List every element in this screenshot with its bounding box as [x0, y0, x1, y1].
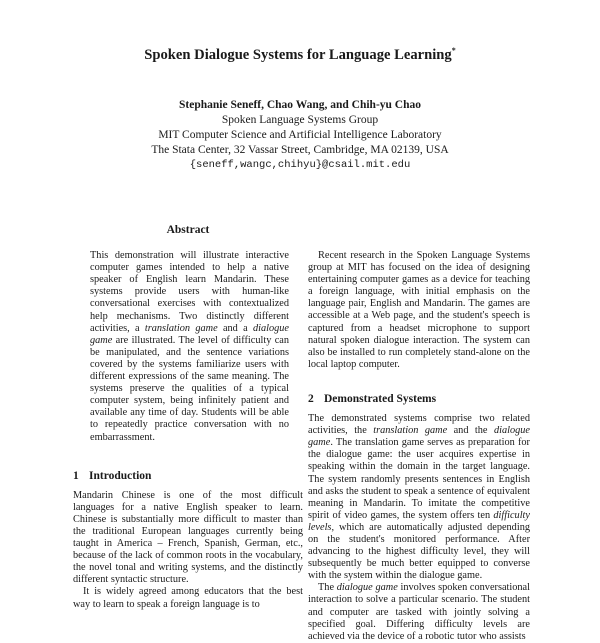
spacer: [73, 444, 303, 470]
abstract-text: [90, 250, 289, 444]
demo-p1-part-d: , which are automatically adjusted depending on the student's monitored performance. After advancing to the highest difficulty level, they will subsequently be much better equipped to converse with the system within the dialogue game.: [308, 521, 530, 582]
intro-paragraph-1: Mandarin Chinese is one of the most difficult languages for a native English speaker to learn. Chinese is substantially more difficult to master than the traditional European languages currently being taught in America – French, Spanish, German, etc., because of the lack of common roots in the vocabulary, the novel tonal and writing systems, and the distinctly different syntactic structure.: [73, 489, 303, 586]
section-title: Demonstrated Systems: [324, 392, 437, 405]
abstract-heading: Abstract: [166, 224, 210, 236]
demo-p1-part-b: and the: [447, 425, 494, 437]
demo-em-dialogue-game-2: dialogue game: [336, 582, 398, 594]
research-paragraph: Recent research in the Spoken Language Systems group at MIT has focused on the idea of designing entertaining computer games as a device for teaching a foreign language, with initial emphasis on the language pair, English and Mandarin. The games are accessible at a Web page, and the student's speech is captured from a headset microphone to support natural spoken dialogue interaction. The system can also be installed to run completely stand-alone on the local laptop computer.: [308, 250, 530, 370]
title-footnote-mark: *: [451, 46, 456, 55]
demo-em-dialogue-game: dialogue game: [308, 425, 530, 449]
spacer: [308, 405, 530, 413]
intro-paragraph-2: It is widely agreed among educators that the best way to learn to speak a foreign language is to: [73, 586, 303, 610]
spacer: [73, 482, 303, 490]
demo-p2-part-b: involves spoken conversational interaction to solve a particular scenario. The student and computer are tasked with jointly solving a specified goal. Differing difficulty levels are achieved via the device of a robotic tutor who assists: [308, 582, 530, 642]
spacer: [308, 371, 530, 393]
author-lab: MIT Computer Science and Artificial Intelligence Laboratory: [158, 129, 442, 141]
section-number: 1: [73, 469, 79, 482]
author-block: [0, 98, 600, 173]
paper-title: [0, 46, 600, 64]
abstract-em-translation-game: translation game: [144, 322, 218, 334]
demo-em-difficulty-levels: difficulty levels: [308, 509, 530, 533]
section-title: Introduction: [89, 469, 152, 482]
demo-paragraph-2: [308, 582, 530, 642]
abstract-text-part-2: and a: [217, 322, 253, 334]
author-group: Spoken Language Systems Group: [221, 114, 379, 126]
paper-title-text: Spoken Dialogue Systems for Language Learning: [144, 46, 452, 63]
abstract-em-dialogue-game: dialogue game: [90, 322, 289, 346]
left-column: [73, 224, 303, 611]
right-column: [308, 224, 530, 643]
abstract-text-part-1: This demonstration will illustrate interactive computer games intended to help a native speaker of English learn Mandarin. These systems provide users with human-like conversational exercises with contextualized help mechanisms. Two distinctly different activities, a: [90, 250, 289, 334]
author-email: {seneff,wangc,chihyu}@csail.mit.edu: [189, 159, 411, 171]
author-names: Stephanie Seneff, Chao Wang, and Chih-yu Chao: [179, 99, 421, 111]
demo-p1-part-a: The demonstrated systems comprise two related activities, the: [308, 413, 530, 437]
demo-p1-part-c: . The translation game serves as preparation for the dialogue game: the user acquires expertise in speaking within the domain in the target language. The system randomly presents sentences in English and asks the student to speak a sentence of equivalent meaning in Mandarin. To imitate the competitive spirit of video games, the system offers ten: [308, 437, 530, 521]
section-number: 2: [308, 392, 314, 405]
section-heading-demonstrated-systems: [308, 393, 530, 405]
abstract-text-part-3: are illustrated. The level of difficulty can be manipulated, and the sentence variations covered by the systems familiarize users with different expressions of the same meaning. The systems preserve the qualities of a typical computer system, being infinitely patient and available any time of day. Students will be able to repeatedly practice conversation with no embarrassment.: [90, 334, 289, 443]
demo-p2-part-a: The: [318, 582, 337, 594]
demo-em-translation-game: translation game: [373, 425, 448, 437]
author-address: The Stata Center, 32 Vassar Street, Cambridge, MA 02139, USA: [151, 144, 449, 156]
demo-paragraph-1: [308, 413, 530, 582]
section-heading-introduction: [73, 470, 303, 482]
